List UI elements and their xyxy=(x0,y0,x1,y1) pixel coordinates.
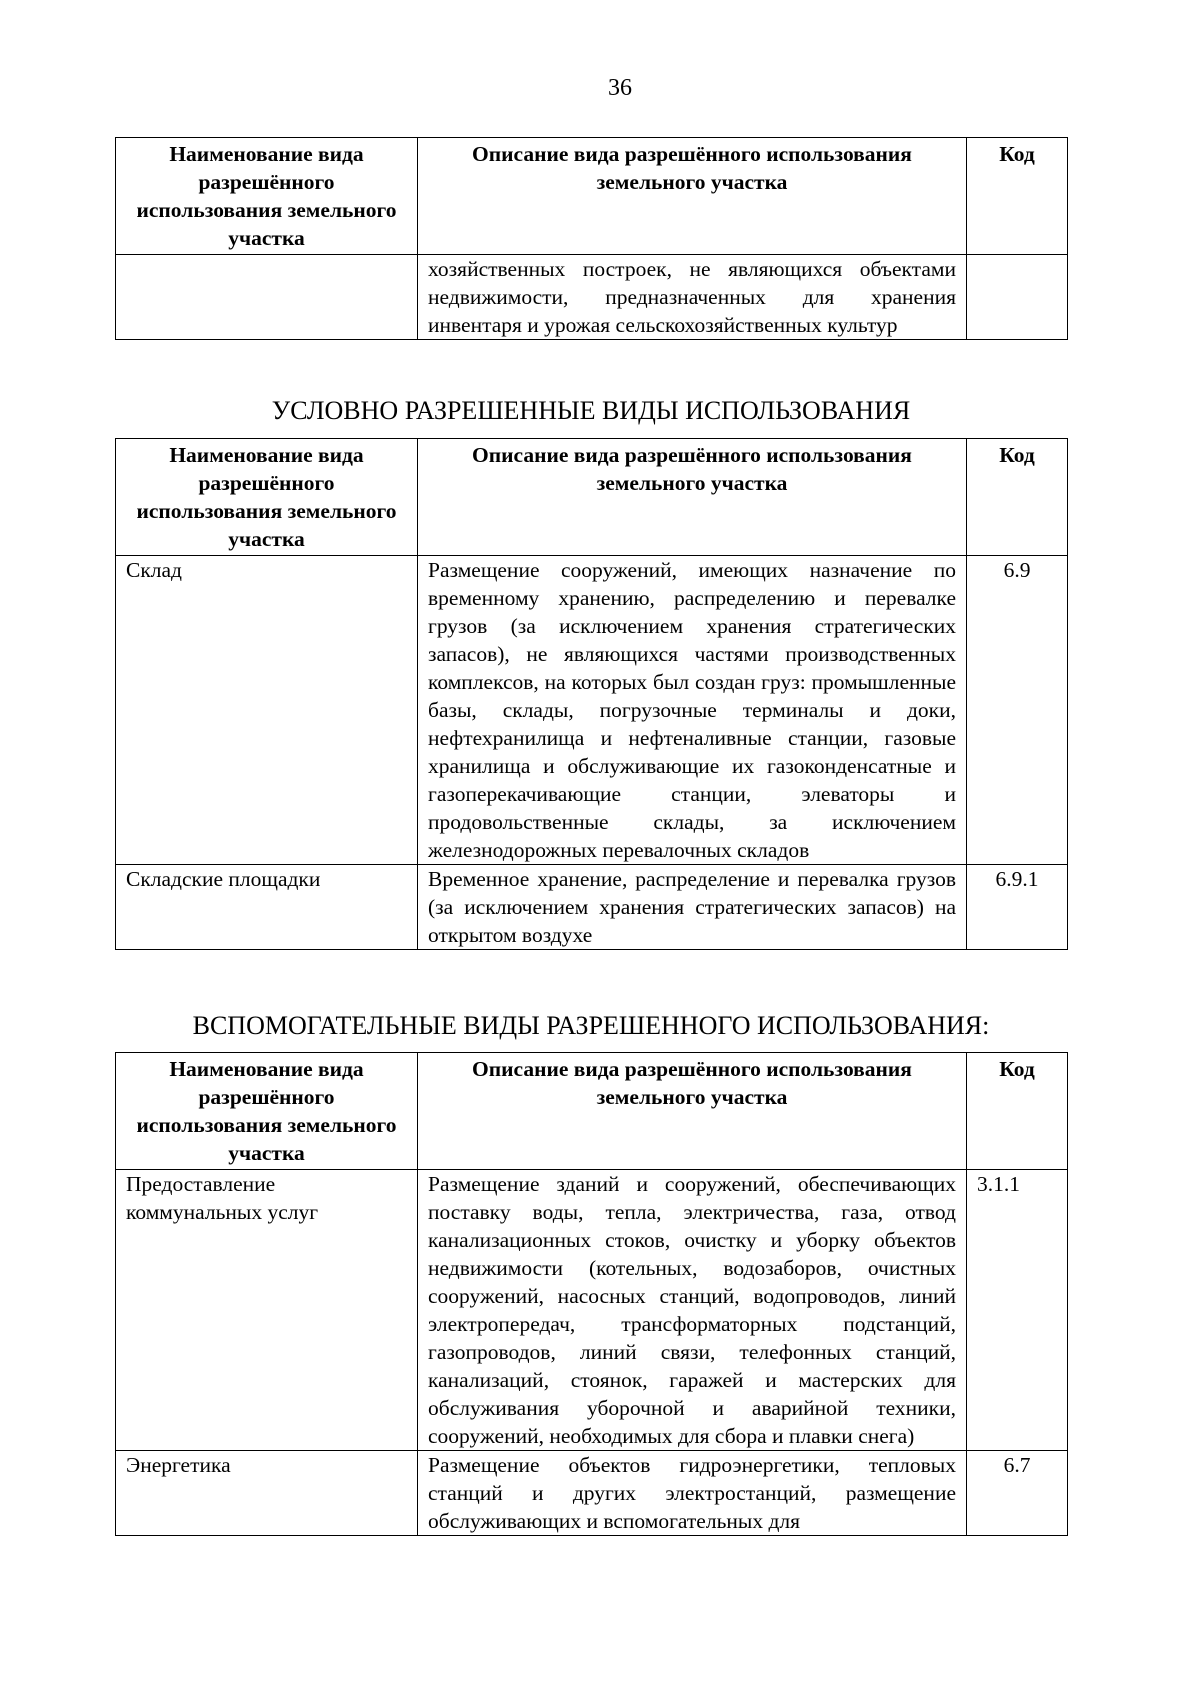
row-description: Временное хранение, распределение и перевалка грузов (за исключением хранения стратегических запасов) на открытом воздухе xyxy=(418,865,967,950)
header-code: Код xyxy=(967,138,1068,255)
header-code: Код xyxy=(967,439,1068,556)
header-description: Описание вида разрешённого использования земельного участка xyxy=(418,1053,967,1170)
auxiliary-uses-table xyxy=(115,1052,1068,1536)
row-code xyxy=(967,255,1068,340)
continuation-table xyxy=(115,137,1068,340)
header-code: Код xyxy=(967,1053,1068,1170)
header-name: Наименование вида разрешённого использования земельного участка xyxy=(116,439,418,556)
header-name: Наименование вида разрешённого использования земельного участка xyxy=(116,1053,418,1170)
row-description: Размещение сооружений, имеющих назначение по временному хранению, распределению и перевалке грузов (за исключением хранения стратегических запасов), не являющихся частями производственных комплексов, на которых был создан груз: промышленные базы, склады, погрузочные терминалы и доки, нефтехранилища и нефтеналивные станции, газовые хранилища и обслуживающие их газоконденсатные и газоперекачивающие станции, элеваторы и продовольственные склады, за исключением железнодорожных перевалочных складов xyxy=(418,556,967,865)
header-description: Описание вида разрешённого использования земельного участка xyxy=(418,439,967,556)
row-code: 6.9 xyxy=(967,556,1068,865)
header-name: Наименование вида разрешённого использования земельного участка xyxy=(116,138,418,255)
table-row xyxy=(116,865,1068,950)
section-title-auxiliary: ВСПОМОГАТЕЛЬНЫЕ ВИДЫ РАЗРЕШЕННОГО ИСПОЛЬЗОВАНИЯ: xyxy=(192,1011,990,1040)
row-name: Энергетика xyxy=(116,1451,418,1536)
table-row xyxy=(116,1170,1068,1451)
row-description: хозяйственных построек, не являющихся объектами недвижимости, предназначенных для хранения инвентаря и урожая сельскохозяйственных культур xyxy=(418,255,967,340)
header-description: Описание вида разрешённого использования земельного участка xyxy=(418,138,967,255)
section-title-conditional: УСЛОВНО РАЗРЕШЕННЫЕ ВИДЫ ИСПОЛЬЗОВАНИЯ xyxy=(271,396,911,425)
row-name: Предоставление коммунальных услуг xyxy=(116,1170,418,1451)
table-row xyxy=(116,556,1068,865)
table-row xyxy=(116,255,1068,340)
row-code: 6.7 xyxy=(967,1451,1068,1536)
row-name xyxy=(116,255,418,340)
row-description: Размещение объектов гидроэнергетики, тепловых станций и других электростанций, размещение обслуживающих и вспомогательных для xyxy=(418,1451,967,1536)
table-row xyxy=(116,1451,1068,1536)
table-header-row xyxy=(116,439,1068,556)
table-header-row xyxy=(116,138,1068,255)
page-number: 36 xyxy=(608,75,632,101)
row-code: 3.1.1 xyxy=(967,1170,1068,1451)
row-name: Склад xyxy=(116,556,418,865)
conditional-uses-table xyxy=(115,438,1068,950)
row-code: 6.9.1 xyxy=(967,865,1068,950)
row-description: Размещение зданий и сооружений, обеспечивающих поставку воды, тепла, электричества, газа, отвод канализационных стоков, очистку и уборку объектов недвижимости (котельных, водозаборов, очистных сооружений, насосных станций, водопроводов, линий электропередач, трансформаторных подстанций, газопроводов, линий связи, телефонных станций, канализаций, стоянок, гаражей и мастерских для обслуживания уборочной и аварийной техники, сооружений, необходимых для сбора и плавки снега) xyxy=(418,1170,967,1451)
table-header-row xyxy=(116,1053,1068,1170)
row-name: Складские площадки xyxy=(116,865,418,950)
